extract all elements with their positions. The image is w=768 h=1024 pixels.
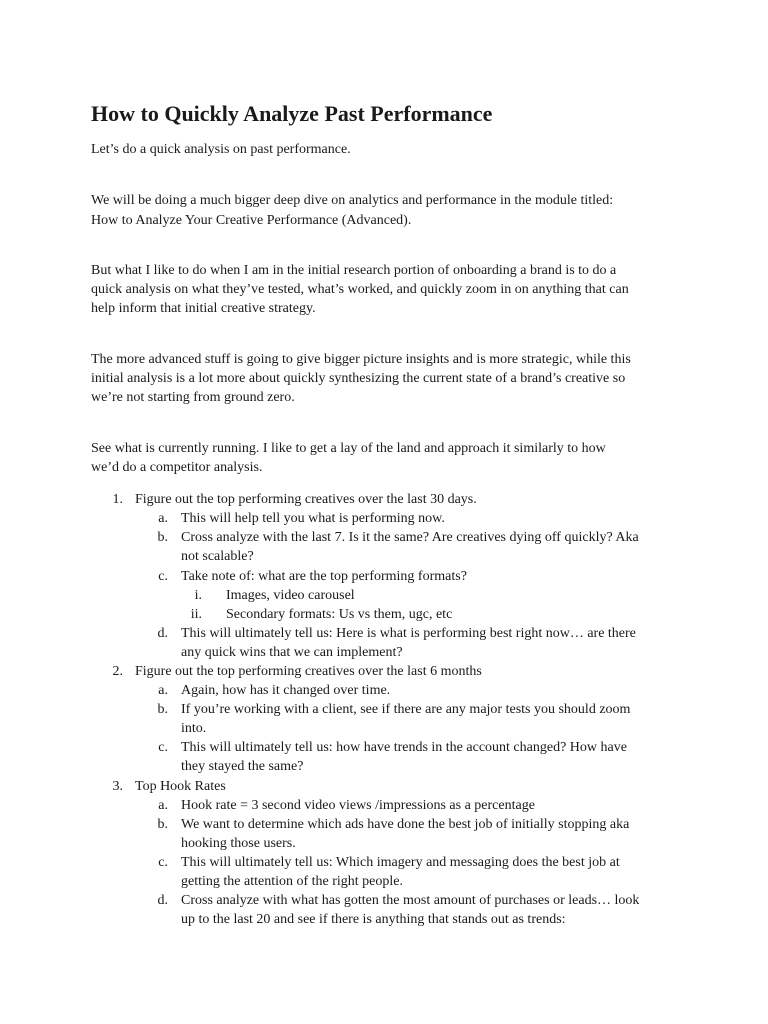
- list-item-text: Cross analyze with the last 7. Is it the same? Are creatives dying off quickly? Aka: [181, 530, 639, 545]
- paragraph-initial-research-line-3: help inform that initial creative strategy.: [91, 301, 316, 316]
- list-item-text: This will ultimately tell us: Here is what is performing best right now… are there: [181, 626, 636, 641]
- list-item-text: getting the attention of the right people.: [181, 874, 403, 889]
- list-marker: b.: [157, 702, 168, 717]
- paragraph-currently-running-line-2: we’d do a competitor analysis.: [91, 460, 263, 475]
- paragraph-intro: Let’s do a quick analysis on past performance.: [91, 142, 351, 157]
- paragraph-deep-dive-line-2: How to Analyze Your Creative Performance (Advanced).: [91, 213, 412, 228]
- list-marker: b.: [157, 530, 168, 545]
- paragraph-advanced-line-3: we’re not starting from ground zero.: [91, 390, 295, 405]
- list-item-text: We want to determine which ads have done the best job of initially stopping aka: [181, 817, 630, 832]
- paragraph-currently-running-line-1: See what is currently running. I like to get a lay of the land and approach it similarly to how: [91, 441, 606, 456]
- list-item-text: This will help tell you what is performing now.: [181, 511, 445, 526]
- list-item-text: not scalable?: [181, 549, 254, 564]
- list-marker: d.: [157, 626, 168, 641]
- list-item-text: up to the last 20 and see if there is anything that stands out as trends:: [181, 912, 566, 927]
- list-item-text: Figure out the top performing creatives over the last 30 days.: [135, 492, 477, 507]
- list-marker: i.: [194, 588, 202, 603]
- list-item-text: Take note of: what are the top performing formats?: [181, 569, 467, 584]
- list-marker: c.: [158, 569, 168, 584]
- list-marker: 3.: [112, 779, 123, 794]
- paragraph-initial-research-line-2: quick analysis on what they’ve tested, what’s worked, and quickly zoom in on anything that can: [91, 282, 629, 297]
- list-marker: ii.: [190, 607, 202, 622]
- list-item-text: Hook rate = 3 second video views /impressions as a percentage: [181, 798, 535, 813]
- list-marker: a.: [158, 511, 168, 526]
- list-marker: a.: [158, 798, 168, 813]
- list-marker: 1.: [112, 492, 123, 507]
- list-item-text: This will ultimately tell us: Which imagery and messaging does the best job at: [181, 855, 620, 870]
- list-item-text: Again, how has it changed over time.: [181, 683, 391, 698]
- list-marker: c.: [158, 740, 168, 755]
- list-marker: b.: [157, 817, 168, 832]
- list-item-text: If you’re working with a client, see if there are any major tests you should zoom: [181, 702, 631, 717]
- paragraph-initial-research-line-1: But what I like to do when I am in the initial research portion of onboarding a brand is to do a: [91, 263, 617, 278]
- list-item-text: This will ultimately tell us: how have trends in the account changed? How have: [181, 740, 627, 755]
- list-item-text: any quick wins that we can implement?: [181, 645, 403, 660]
- paragraph-deep-dive-line-1: We will be doing a much bigger deep dive on analytics and performance in the module titled:: [91, 193, 614, 208]
- list-item-text: into.: [181, 721, 207, 736]
- paragraph-advanced-line-1: The more advanced stuff is going to give bigger picture insights and is more strategic, while this: [91, 352, 631, 367]
- list-item-text: they stayed the same?: [181, 759, 304, 774]
- list-marker: 2.: [112, 664, 123, 679]
- list-item-text: Images, video carousel: [226, 588, 355, 603]
- document-title: How to Quickly Analyze Past Performance: [91, 101, 493, 126]
- list-marker: a.: [158, 683, 168, 698]
- list-item-text: Secondary formats: Us vs them, ugc, etc: [226, 607, 453, 622]
- list-item-text: Figure out the top performing creatives over the last 6 months: [135, 664, 482, 679]
- list-marker: c.: [158, 855, 168, 870]
- list-item-text: hooking those users.: [181, 836, 296, 851]
- list-item-text: Top Hook Rates: [135, 779, 226, 794]
- list-item-text: Cross analyze with what has gotten the most amount of purchases or leads… look: [181, 893, 640, 908]
- list-marker: d.: [157, 893, 168, 908]
- paragraph-advanced-line-2: initial analysis is a lot more about quickly synthesizing the current state of a brand’s creative so: [91, 371, 626, 386]
